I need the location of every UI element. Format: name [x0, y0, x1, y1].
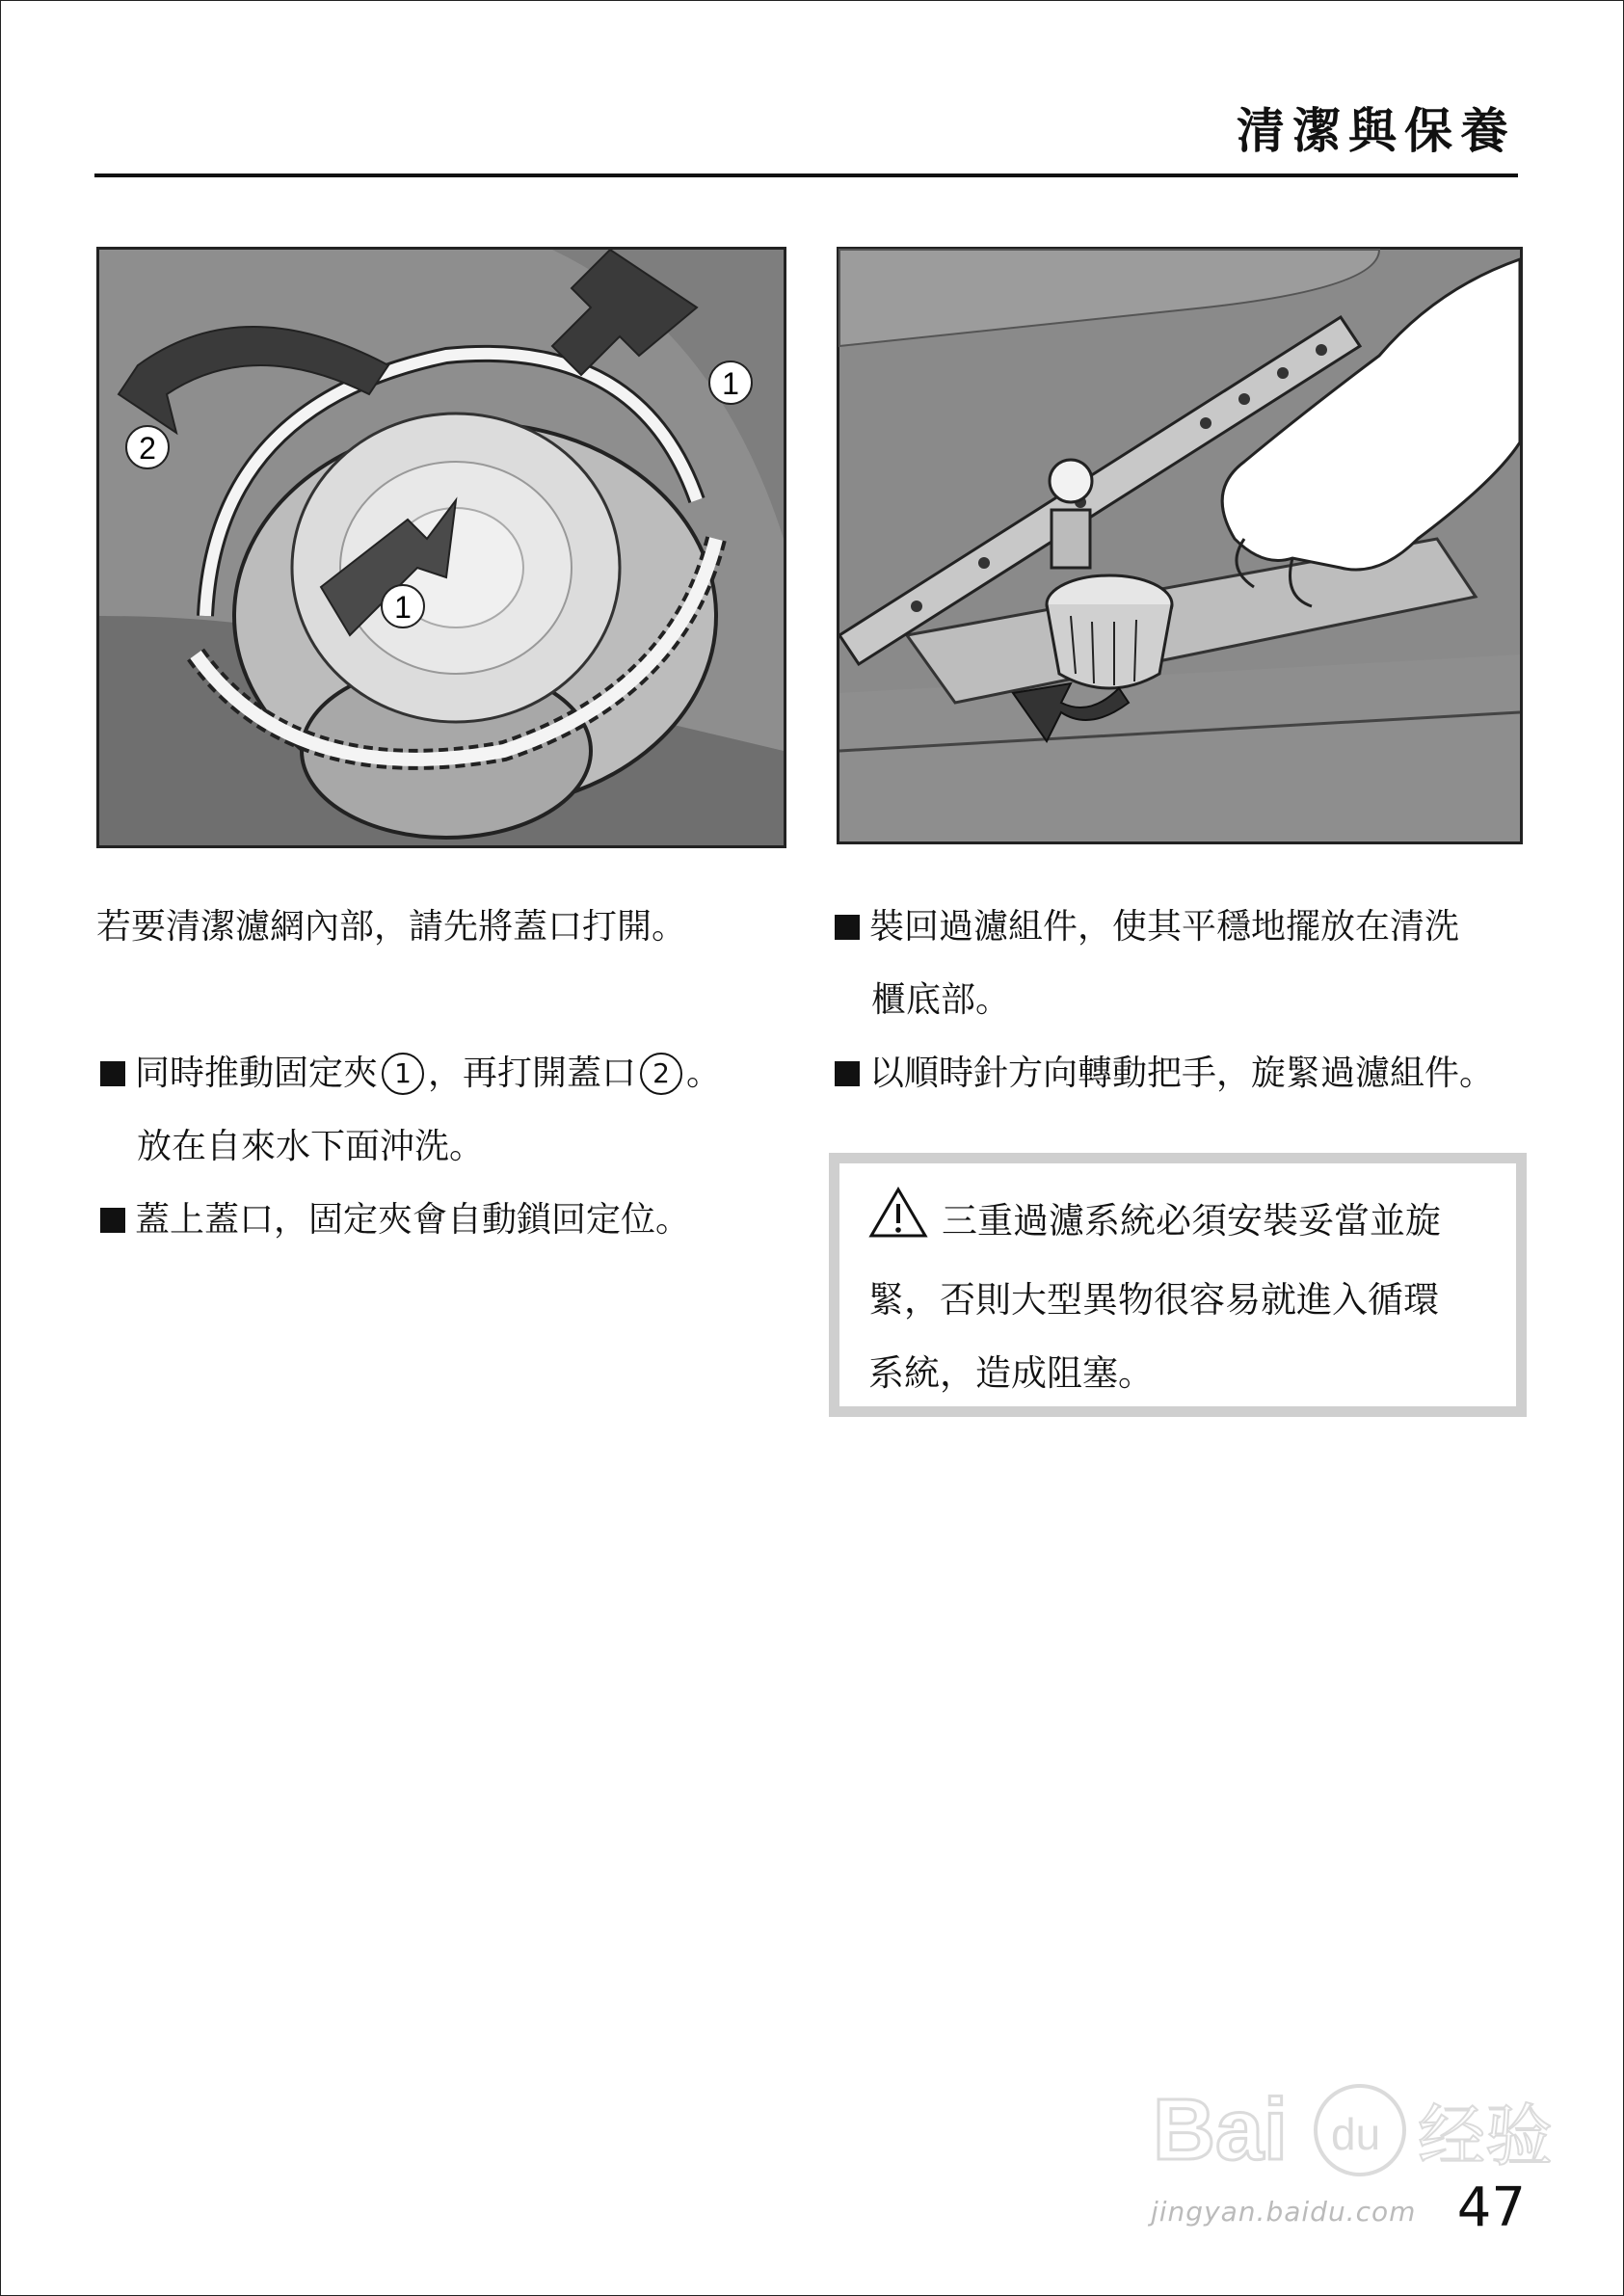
- left-bullet-1-part3: 。: [686, 1054, 722, 1093]
- right-bullet-1: [835, 891, 1459, 1037]
- page-number: 47: [1456, 2176, 1526, 2239]
- header-rule: [94, 174, 1518, 177]
- bullet-square-icon: [100, 1061, 125, 1086]
- left-bullet-1: [100, 1037, 794, 1184]
- warning-triangle-icon: [868, 1187, 928, 1264]
- warning-line-3: 系統，造成阻塞。: [868, 1352, 1154, 1394]
- right-bullet-1-line2: 櫃底部。: [871, 980, 1011, 1020]
- bullet-square-icon: [835, 915, 860, 940]
- watermark-url: jingyan.baidu.com: [1151, 2196, 1417, 2228]
- right-bullet-1-line1: 裝回過濾組件，使其平穩地擺放在清洗: [869, 907, 1460, 947]
- bullet-square-icon: [100, 1208, 125, 1233]
- right-bullet-2: [835, 1037, 1494, 1110]
- warning-line-1: 三重過濾系統必須安裝妥當並旋: [942, 1200, 1441, 1241]
- filter-lid-illustration: [96, 247, 786, 848]
- warning-text: [868, 1185, 1504, 1410]
- left-bullet-1-part1: 同時推動固定夾: [135, 1054, 379, 1093]
- right-bullet-2-text: 以順時針方向轉動把手，旋緊過濾組件。: [869, 1054, 1495, 1093]
- intro-text: 若要清潔濾網內部，請先將蓋口打開。: [96, 907, 687, 947]
- svg-text:du: du: [1331, 2109, 1381, 2159]
- section-title: 清潔與保養: [1237, 103, 1516, 159]
- left-bullet-1-continuation: 放在自來水下面沖洗。: [137, 1127, 485, 1166]
- callout-1-top: 1: [722, 366, 739, 401]
- left-bullet-1-part2: ，再打開蓋口: [428, 1054, 637, 1093]
- callout-1-center: 1: [394, 590, 412, 625]
- left-bullet-2: [100, 1184, 690, 1257]
- circled-number-1: 1: [382, 1053, 424, 1095]
- circled-number-2: 2: [640, 1053, 682, 1095]
- warning-line-2: 緊，否則大型異物很容易就進入循環: [868, 1279, 1439, 1321]
- svg-text:经验: 经验: [1418, 2096, 1553, 2176]
- filter-install-illustration: [837, 247, 1523, 844]
- left-bullet-2-text: 蓋上蓋口，固定夾會自動鎖回定位。: [135, 1200, 691, 1240]
- callout-2: 2: [139, 431, 156, 466]
- svg-text:Bai: Bai: [1153, 2082, 1289, 2178]
- bullet-square-icon: [835, 1061, 860, 1086]
- warning-box: [829, 1153, 1527, 1417]
